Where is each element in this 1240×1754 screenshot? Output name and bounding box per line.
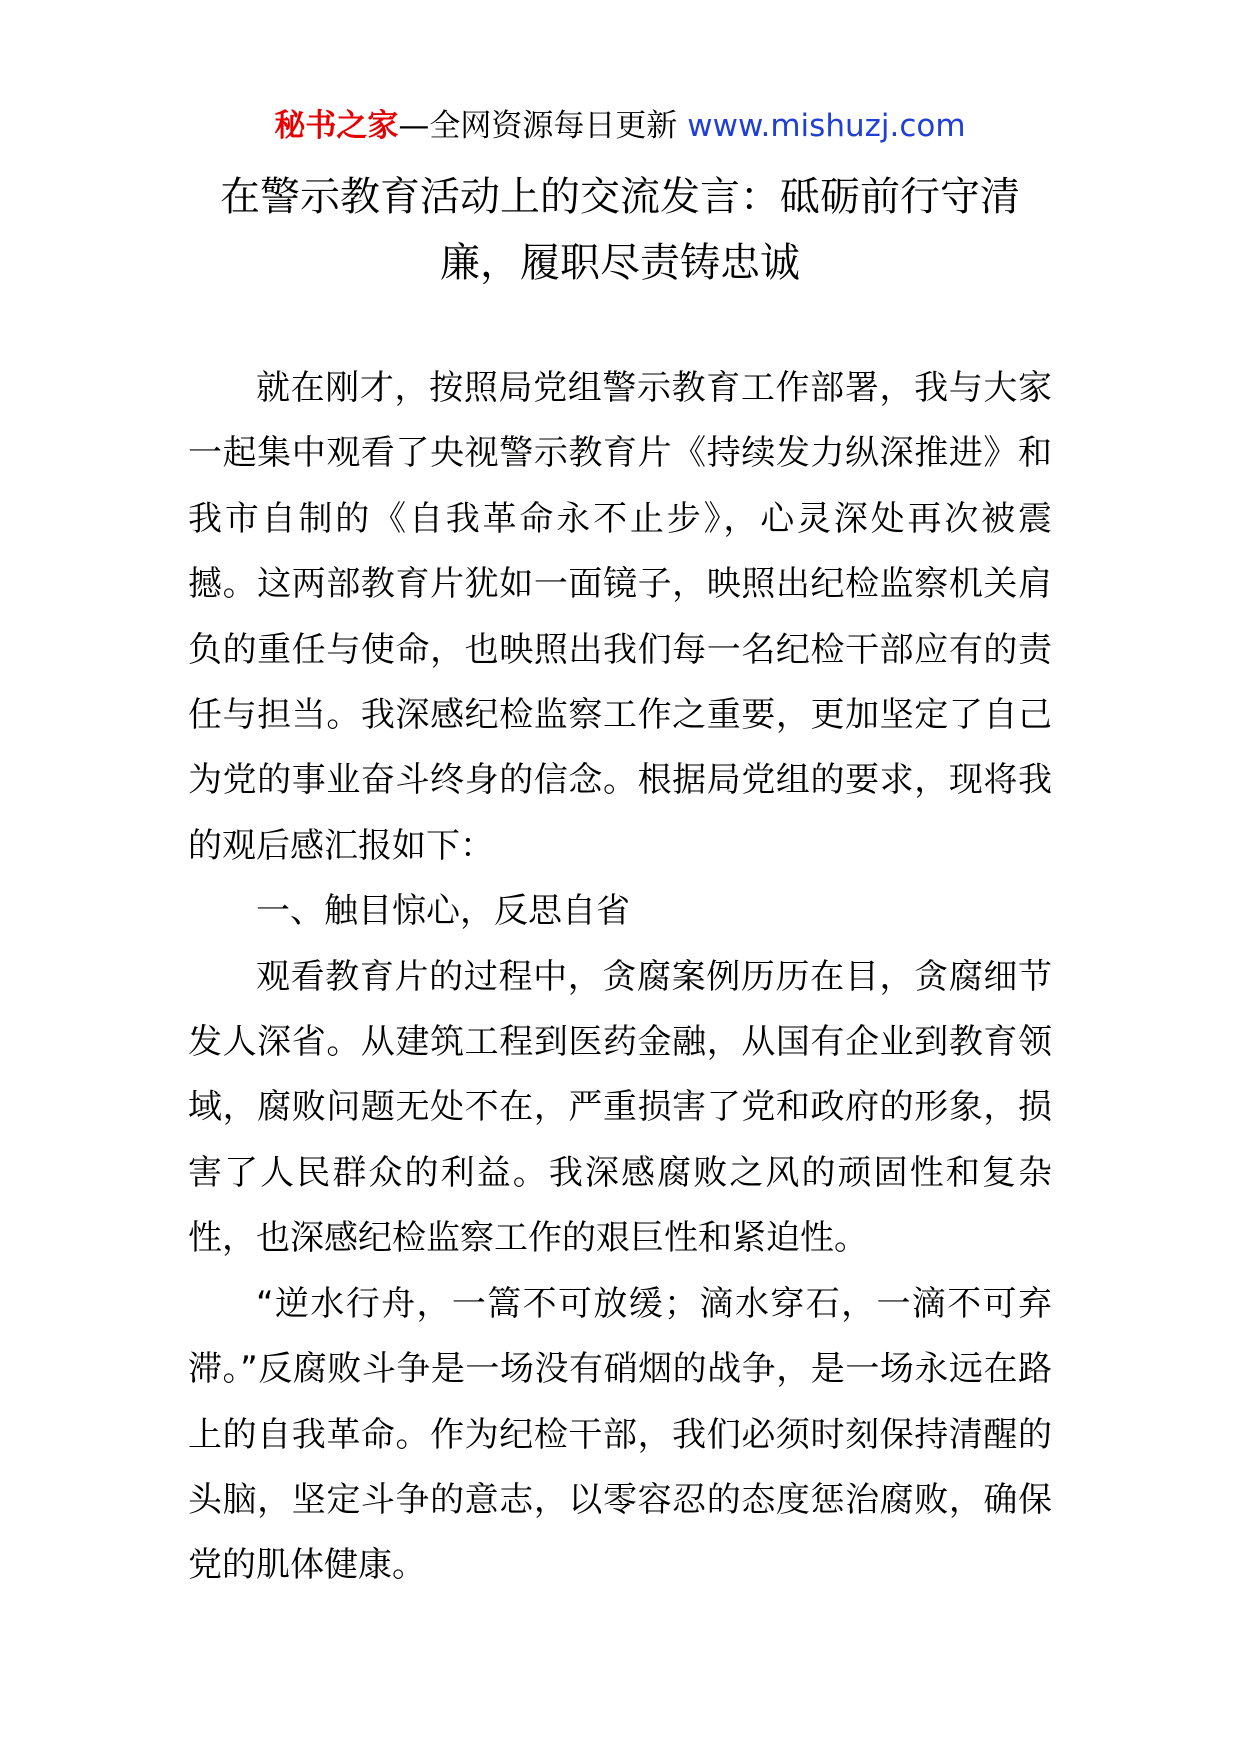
site-url[interactable]: www.mishuzj.com: [687, 108, 966, 144]
site-header: [0, 104, 1240, 148]
document-title: 在警示教育活动上的交流发言：砥砺前行守清廉，履职尽责铸忠诚: [220, 174, 1020, 286]
brand-name: 秘书之家: [274, 108, 399, 144]
header-tagline: —全网资源每日更新: [398, 108, 688, 144]
section-heading: 一、触目惊心，反思自省: [256, 891, 630, 932]
body-paragraph: “逆水行舟，一篙不可放缓；滴水穿石，一滴不可弃滞。”反腐败斗争是一场没有硝烟的战争，是一场永远在路上的自我革命。作为纪检干部，我们必须时刻保持清醒的头脑，坚定斗争的意志，以零容忍的态度惩治腐败，确保党的肌体健康。: [188, 1283, 1052, 1586]
intro-paragraph: 就在刚才，按照局党组警示教育工作部署，我与大家一起集中观看了央视警示教育片《持续发力纵深推进》和我市自制的《自我革命永不止步》，心灵深处再次被震撼。这两部教育片犹如一面镜子，映照出纪检监察机关肩负的重任与使命，也映照出我们每一名纪检干部应有的责任与担当。我深感纪检监察工作之重要，更加坚定了自己为党的事业奋斗终身的信念。根据局党组的要求，现将我的观后感汇报如下：: [188, 368, 1052, 866]
document-body: [188, 356, 1052, 1599]
body-paragraph: 观看教育片的过程中，贪腐案例历历在目，贪腐细节发人深省。从建筑工程到医药金融，从国有企业到教育领域，腐败问题无处不在，严重损害了党和政府的形象，损害了人民群众的利益。我深感腐败之风的顽固性和复杂性，也深感纪检监察工作的艰巨性和紧迫性。: [188, 956, 1052, 1259]
